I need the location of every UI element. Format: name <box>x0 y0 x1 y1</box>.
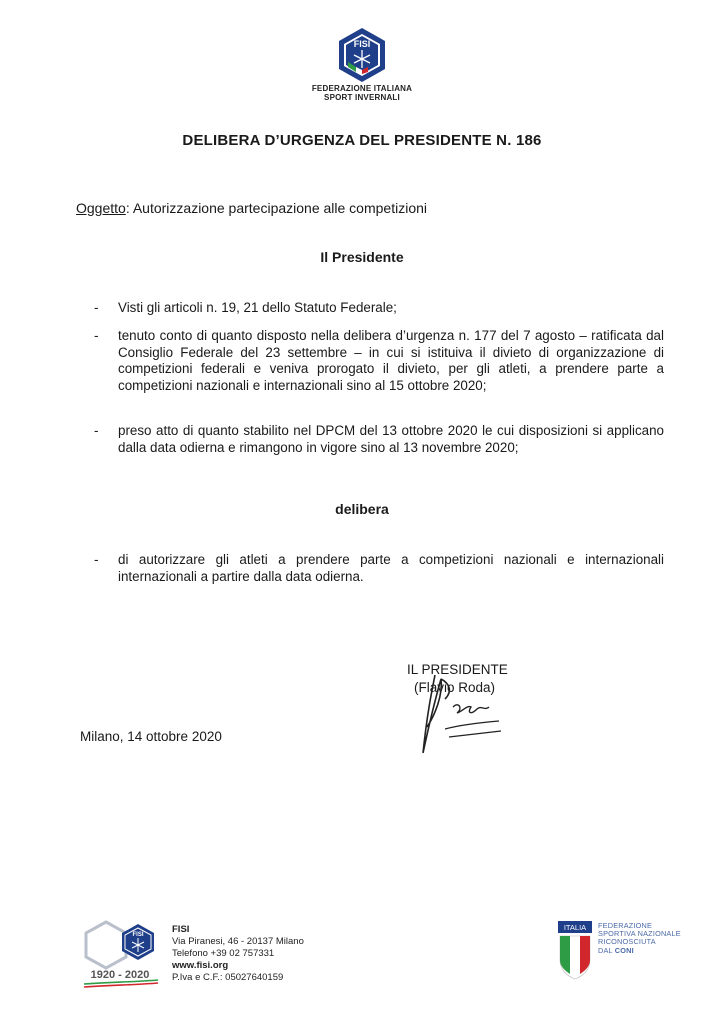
document-title: DELIBERA D’URGENZA DEL PRESIDENTE N. 186 <box>182 132 542 149</box>
fisi-centenary-icon <box>80 916 162 990</box>
heading-president: Il Presidente <box>320 249 404 265</box>
svg-text:FISI: FISI <box>353 39 371 49</box>
premise-text: Visti gli articoli n. 19, 21 dello Statuto Federale; <box>118 300 397 315</box>
org-name-line1: FEDERAZIONE ITALIANA <box>311 84 413 93</box>
footer-org-name: FISI <box>172 924 190 935</box>
coni-label: CONI <box>614 945 634 955</box>
org-name-line2: SPORT INVERNALI <box>324 93 400 102</box>
list-dash: - <box>94 423 99 438</box>
document-date: Milano, 14 ottobre 2020 <box>80 729 222 744</box>
premise-text: preso atto di quanto stabilito nel DPCM del 13 ottobre 2020 le cui disposizioni si applicano dalla data odierna e rimangono in vigore sino al 13 novembre 2020; <box>118 423 664 455</box>
premise-item <box>94 300 664 317</box>
coni-recognition <box>598 922 681 955</box>
premise-item <box>94 328 664 394</box>
premise-item <box>94 423 664 456</box>
fisi-hexagon-icon <box>336 26 388 84</box>
coni-line4 <box>598 947 681 955</box>
coni-line1: FEDERAZIONE <box>598 921 653 930</box>
resolution-text: di autorizzare gli atleti a prendere parte a competizioni nazionali e internazionali internazionali a partire dalla data odierna. <box>118 552 664 584</box>
subject-line <box>76 200 427 216</box>
footer-anniversary-logo <box>80 916 162 995</box>
list-dash: - <box>94 328 99 343</box>
italia-shield-icon <box>557 920 593 980</box>
resolution-item <box>94 552 664 585</box>
list-dash: - <box>94 552 99 567</box>
fisi-logo <box>300 26 424 102</box>
list-dash: - <box>94 300 99 315</box>
coni-line3: RICONOSCIUTA <box>598 937 656 947</box>
svg-text:ITALIA: ITALIA <box>563 923 587 932</box>
signature-name: (Flavio Roda) <box>414 680 496 695</box>
premise-text: tenuto conto di quanto disposto nella delibera d’urgenza n. 177 del 7 agosto – ratificata dal Consiglio Federale del 23 settembre – in cui si istituiva il divieto di organizzazione di competizioni federali e veniva prorogato il divieto, per gli atleti, a prendere parte a competizioni nazionali e internazionali sino al 15 ottobre 2020; <box>118 328 664 393</box>
handwritten-signature <box>405 665 515 760</box>
footer-vat: P.Iva e C.F.: 05027640159 <box>172 972 284 983</box>
coni-line4-prefix: DAL <box>598 945 615 955</box>
footer-address: Via Piranesi, 46 - 20137 Milano <box>172 936 304 947</box>
footer-phone: Telefono +39 02 757331 <box>172 948 275 959</box>
subject-text: : Autorizzazione partecipazione alle competizioni <box>125 200 427 216</box>
signature-label: IL PRESIDENTE <box>407 662 508 677</box>
footer-contact <box>172 924 304 984</box>
subject-label: Oggetto <box>76 200 126 216</box>
footer-website[interactable]: www.fisi.org <box>172 960 229 971</box>
svg-text:1920 - 2020: 1920 - 2020 <box>90 969 150 981</box>
coni-line2: SPORTIVA NAZIONALE <box>598 929 681 939</box>
heading-delibera: delibera <box>335 501 389 517</box>
svg-text:FISI: FISI <box>132 932 144 938</box>
